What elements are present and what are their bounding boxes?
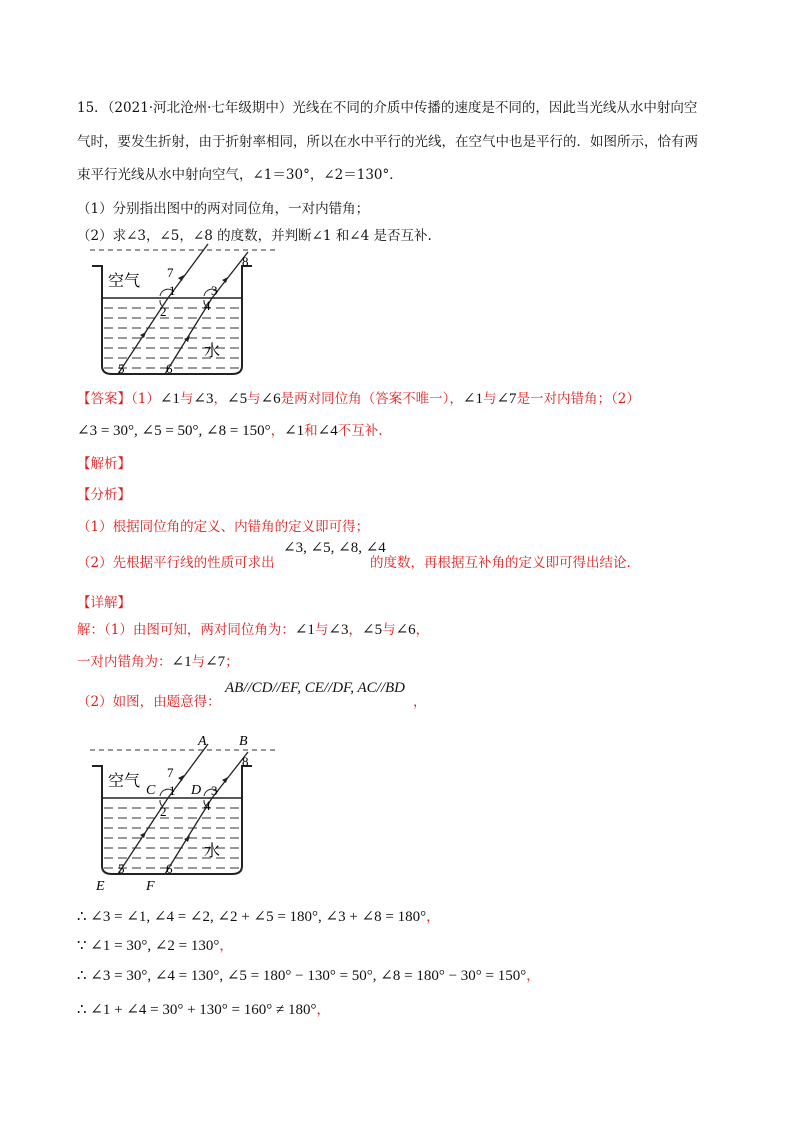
water-label-2: 水 <box>204 843 221 860</box>
point-B-label: B <box>239 734 248 749</box>
angle-8-label: 8 <box>242 254 249 269</box>
angle-3-label-2: 3 <box>211 783 218 798</box>
angle-7-label-2: 7 <box>167 765 174 780</box>
water-label: 水 <box>204 343 221 360</box>
question-part-1: （1）分别指出图中的两对同位角，一对内错角； <box>77 201 370 217</box>
angle-7-label: 7 <box>167 265 174 280</box>
detail-step-3-end: ， <box>413 694 427 710</box>
detail-step-2: 一对内错角为：∠1与∠7； <box>77 654 239 670</box>
answer-line-1: 【答案】（1）∠1与∠3，∠5与∠6是两对同位角（答案不唯一），∠1与∠7是一对内错角；（2） <box>77 391 640 407</box>
point-A-label: A <box>198 734 207 749</box>
analysis-point-2a: （2）先根据平行线的性质可求出 <box>77 555 275 571</box>
angle-2-label-2: 2 <box>160 804 167 819</box>
question-part-2: （2）求∠3，∠5，∠8 的度数，并判断∠1 和∠4 是否互补. <box>77 228 432 244</box>
angle-5-label-2: 5 <box>118 861 125 876</box>
step-line: ∴ ∠3 = ∠1, ∠4 = ∠2, ∠2 + ∠5 = 180°, ∠3 + ∠8 = 180°， <box>77 909 440 925</box>
angle-2-label: 2 <box>160 304 167 319</box>
analysis-point-2c: 的度数，再根据互补角的定义即可得出结论. <box>370 555 631 571</box>
point-F-label: F <box>146 879 155 894</box>
point-E-label: E <box>96 879 105 894</box>
question-line-1: 15．（2021·河北沧州·七年级期中）光线在不同的介质中传播的速度是不同的，因此当光线从水中射向空 <box>77 100 698 116</box>
angle-4-label-2: 4 <box>204 798 211 813</box>
angle-8-label-2: 8 <box>242 754 249 769</box>
detail-tag: 【详解】 <box>77 595 131 611</box>
angle-4-label: 4 <box>204 298 211 313</box>
angle-6-label-2: 6 <box>166 861 173 876</box>
answer-line-2: ∠3 = 30°, ∠5 = 50°, ∠8 = 150°，∠1和∠4不互补. <box>77 423 383 439</box>
angle-1-label: 1 <box>169 283 176 298</box>
analysis-tag: 【解析】 <box>77 456 131 472</box>
analysis-subtag: 【分析】 <box>77 487 131 503</box>
angle-1-label-2: 1 <box>169 783 176 798</box>
air-label: 空气 <box>108 273 141 290</box>
detail-step-3-math: AB//CD//EF, CE//DF, AC//BD <box>225 680 406 696</box>
detail-step-1: 解：（1）由图可知，两对同位角为：∠1与∠3，∠5与∠6， <box>77 622 430 638</box>
step-line: ∴ ∠1 + ∠4 = 30° + 130° = 160° ≠ 180°， <box>77 1002 330 1018</box>
step-line: ∵ ∠1 = 30°, ∠2 = 130°， <box>77 938 233 954</box>
point-C-label: C <box>146 783 156 798</box>
step-line: ∴ ∠3 = 30°, ∠4 = 130°, ∠5 = 180° − 130° = 50°, ∠8 = 180° − 30° = 150°， <box>77 968 540 984</box>
question-line-2: 气时，要发生折射，由于折射率相同，所以在水中平行的光线，在空气中也是平行的．如图所示，恰有两 <box>77 134 698 150</box>
question-line-3: 束平行光线从水中射向空气，∠1＝30°，∠2＝130°． <box>77 167 403 183</box>
angle-3-label: 3 <box>211 283 218 298</box>
analysis-point-1: （1）根据同位角的定义、内错角的定义即可得； <box>77 519 370 535</box>
detail-step-3: （2）如图，由题意得： <box>77 694 221 710</box>
air-label-2: 空气 <box>108 773 141 790</box>
angle-6-label: 6 <box>166 361 173 376</box>
point-D-label: D <box>191 783 202 798</box>
refraction-figure-1 <box>90 244 280 379</box>
answer-tag: 【答案】 <box>77 391 131 407</box>
angle-5-label: 5 <box>118 361 125 376</box>
refraction-figure-2 <box>90 734 280 894</box>
analysis-point-2-math: ∠3, ∠5, ∠8, ∠4 <box>283 540 386 556</box>
